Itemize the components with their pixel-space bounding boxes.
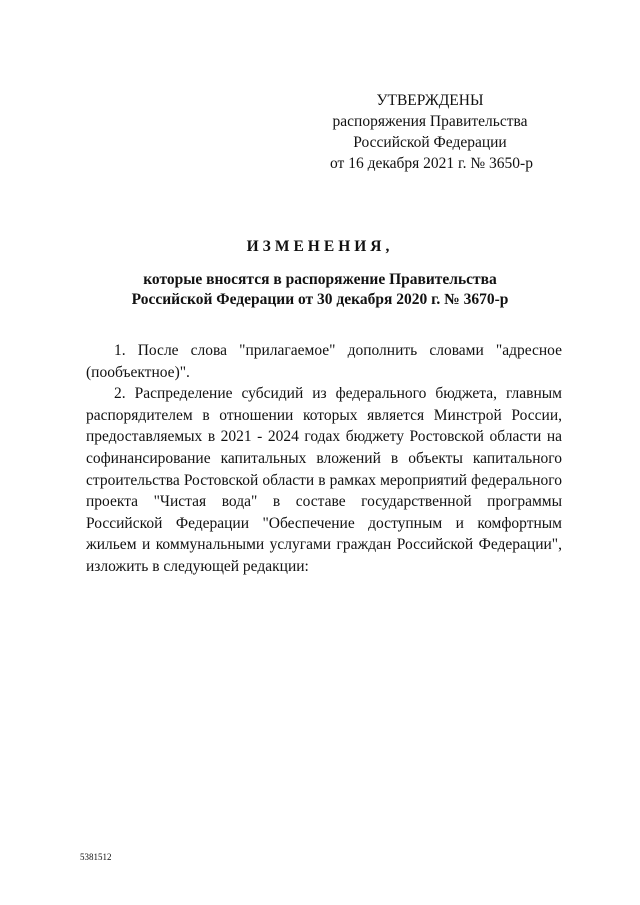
approval-stamp xyxy=(330,90,533,174)
approval-title: УТВЕРЖДЕНЫ xyxy=(376,92,484,109)
document-heading xyxy=(90,238,550,310)
document-title: ИЗМЕНЕНИЯ, xyxy=(246,238,394,255)
approval-line-3: Российской Федерации xyxy=(353,134,507,151)
document-code: 5381512 xyxy=(80,852,112,862)
paragraph-2: 2. Распределение субсидий из федерального бюджета, главным распорядителем в отношении которых является Минстрой России, предоставляемых в 2021 - 2024 годах бюджету Ростовской области на софинансирование капитальных вложений в объекты капитального строительства Ростовской области в рамках мероприятий федерального проекта "Чистая вода" в составе государственной программы Российской Федерации "Обеспечение доступным и комфортным жильем и коммунальными услугами граждан Российской Федерации", изложить в следующей редакции: xyxy=(86,385,562,575)
document-body xyxy=(86,340,562,578)
approval-line-2: распоряжения Правительства xyxy=(332,113,528,130)
paragraph-1: 1. После слова "прилагаемое" дополнить словами "адресное (пообъектное)". xyxy=(86,342,562,381)
document-subtitle-line-1: которые вносятся в распоряжение Правительства xyxy=(143,271,497,288)
document-subtitle-line-2: Российской Федерации от 30 декабря 2020 г. № 3670-р xyxy=(131,291,509,308)
approval-date-number: от 16 декабря 2021 г. № 3650-р xyxy=(330,155,533,172)
